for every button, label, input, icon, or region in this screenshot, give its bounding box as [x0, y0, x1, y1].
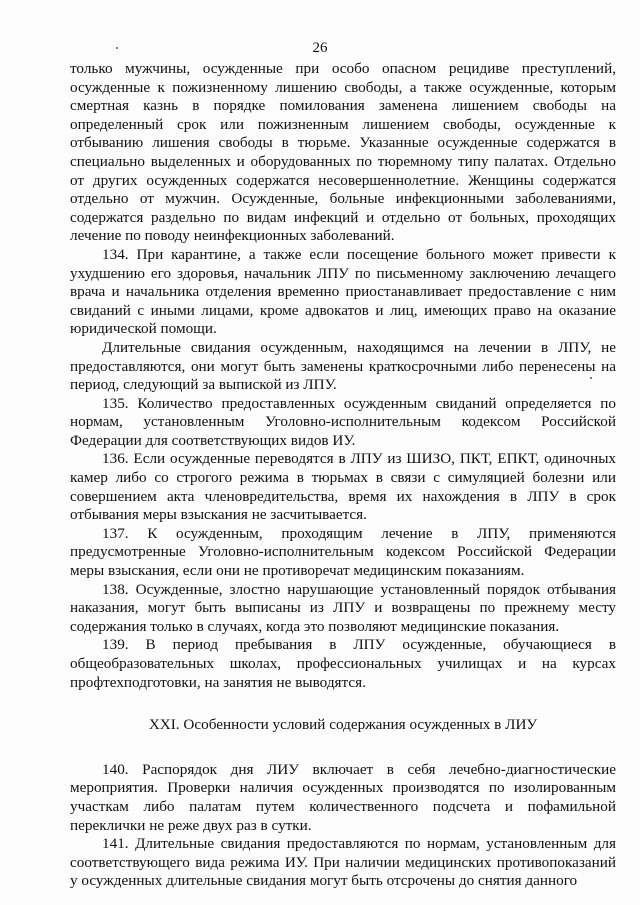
paragraph-139: 139. В период пребывания в ЛПУ осужденные, обучающиеся в общеобразовательных школах, профессиональных училищах и на курсах профтехподготовки, на занятия не выводятся. [70, 636, 616, 691]
document-body [70, 60, 616, 891]
scan-speck [116, 47, 118, 49]
section-heading: XXI. Особенности условий содержания осужденных в ЛИУ [148, 716, 538, 734]
paragraph-continuation: только мужчины, осужденные при особо опасном рецидиве преступлений, осужденные к пожизненному лишению свободы, а также осужденные, которым смертная казнь в порядке помилования заменена лишением свободы на определенный срок или пожизненным лишением свободы, осужденные к отбыванию лишения свободы в тюрьме. Указанные осужденные содержатся в специально выделенных и оборудованных по тюремному типу палатах. Отдельно от других осужденных содержатся несовершеннолетние. Женщины содержатся отдельно от мужчин. Осужденные, больные инфекционными заболеваниями, содержатся раздельно по видам инфекций и отдельно от больных, проходящих лечение по поводу неинфекционных заболеваний. [70, 60, 616, 245]
scan-speck [590, 377, 592, 379]
paragraph-136: 136. Если осужденные переводятся в ЛПУ из ШИЗО, ПКТ, ЕПКТ, одиночных камер либо со строгого режима в тюрьмах в связи с симуляцией болезни или совершением акта членовредительства, время их нахождения в ЛПУ в срок отбывания меры взыскания не засчитывается. [70, 450, 616, 524]
paragraph-134: 134. При карантине, а также если посещение больного может привести к ухудшению его здоровья, начальник ЛПУ по письменному заключению лечащего врача и начальника отделения временно приостанавливает предоставление с ним свиданий с иными лицами, кроме адвокатов и лиц, имеющих право на оказание юридической помощи. [70, 245, 616, 338]
paragraph-141: 141. Длительные свидания предоставляются по нормам, установленным для соответствующего вида режима ИУ. При наличии медицинских противопоказаний у осужденных длительные свидания могут быть отсрочены до снятия данного [70, 835, 616, 890]
paragraph-134-long-visits: Длительные свидания осужденным, находящимся на лечении в ЛПУ, не предоставляются, они могут быть заменены краткосрочными либо перенесены на период, следующий за выпиской из ЛПУ. [70, 338, 616, 394]
paragraph-138: 138. Осужденные, злостно нарушающие установленный порядок отбывания наказания, могут быть выписаны из ЛПУ и возвращены по прежнему месту содержания только в случаях, когда это позволяют медицинские показания. [70, 580, 616, 635]
paragraph-135: 135. Количество предоставленных осужденным свиданий определяется по нормам, установленным Уголовно-исполнительным кодексом Российской Федерации для соответствующих видов ИУ. [70, 394, 616, 449]
paragraph-137: 137. К осужденным, проходящим лечение в ЛПУ, применяются предусмотренные Уголовно-исполнительным кодексом Российской Федерации меры взыскания, если они не противоречат медицинским показаниям. [70, 524, 616, 580]
paragraph-140: 140. Распорядок дня ЛИУ включает в себя лечебно-диагностические мероприятия. Проверки наличия осужденных производятся по изолированным участкам либо палатам путем количественного подсчета и пофамильной переклички не реже двух раз в сутки. [70, 760, 616, 834]
page-number: 26 [312, 40, 328, 56]
